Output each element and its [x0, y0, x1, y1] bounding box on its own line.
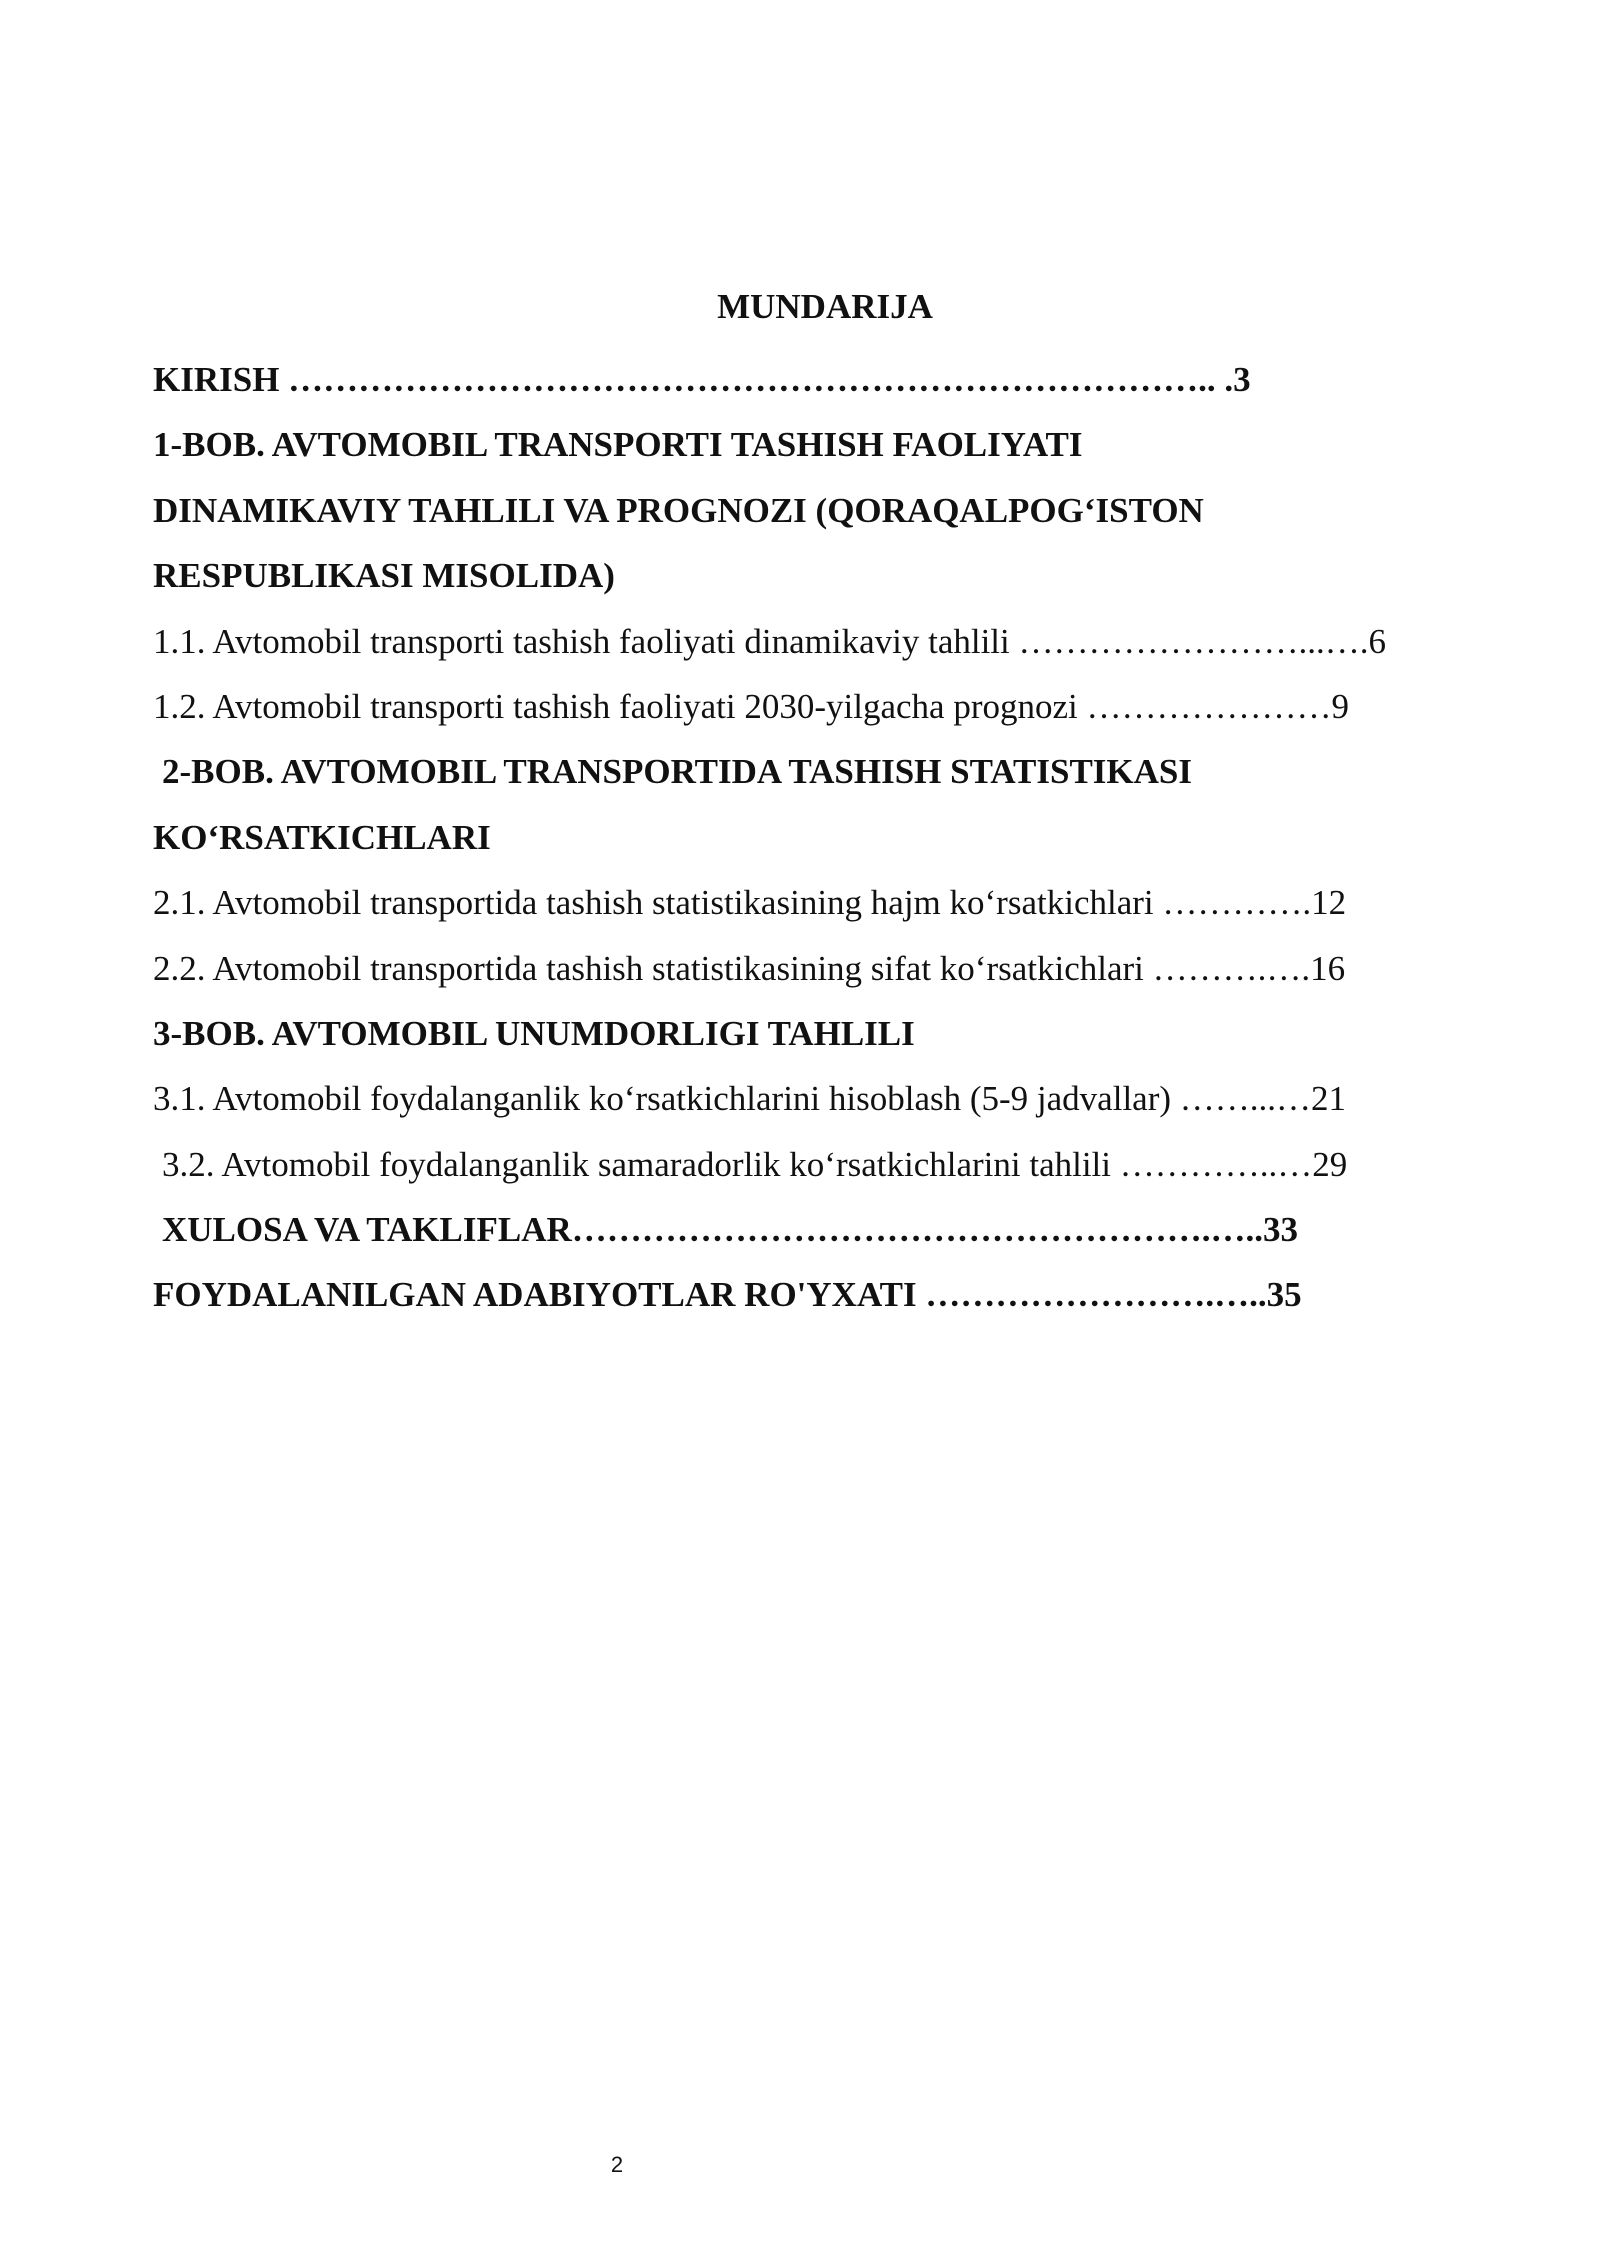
toc-entry-chapter-1-line-1: 1-BOB. AVTOMOBIL TRANSPORTI TASHISH FAOLIYATI — [153, 425, 1083, 465]
toc-entry-chapter-1-line-3: RESPUBLIKASI MISOLIDA) — [153, 556, 615, 596]
toc-entry-chapter-2-line-2: KO‘RSATKICHLARI — [153, 817, 491, 857]
table-of-contents — [153, 347, 1453, 1328]
toc-entry-section-3-1: 3.1. Avtomobil foydalanganlik ko‘rsatkichlarini hisoblash (5-9 jadvallar) ……...…21 — [153, 1079, 1347, 1119]
toc-entry-section-2-1: 2.1. Avtomobil transportida tashish statistikasining hajm ko‘rsatkichlari ………….12 — [153, 883, 1347, 923]
toc-entry-chapter-1-line-2: DINAMIKAVIY TAHLILI VA PROGNOZI (QORAQALPOG‘ISTON — [153, 490, 1204, 530]
toc-entry-section-3-2: 3.2. Avtomobil foydalanganlik samaradorlik ko‘rsatkichlarini tahlili …………..…29 — [162, 1144, 1348, 1184]
toc-entry-chapter-2-line-1: 2-BOB. AVTOMOBIL TRANSPORTIDA TASHISH STATISTIKASI — [162, 752, 1193, 792]
page-number: 2 — [610, 2152, 624, 2177]
toc-entry-references: FOYDALANILGAN ADABIYOTLAR RO'YXATI …………………….…..35 — [153, 1275, 1302, 1315]
toc-entry-conclusion: XULOSA VA TAKLIFLAR……………………………………………….…..33 — [162, 1210, 1299, 1250]
page-title: MUNDARIJA — [717, 287, 933, 326]
toc-entry-section-1-2: 1.2. Avtomobil transporti tashish faoliyati 2030-yilgacha prognozi …………………9 — [153, 686, 1349, 726]
toc-entry-section-1-1: 1.1. Avtomobil transporti tashish faoliyati dinamikaviy tahlili ……………………...….6 — [153, 621, 1386, 661]
toc-entry-section-2-2: 2.2. Avtomobil transportida tashish statistikasining sifat ko‘rsatkichlari ……….….16 — [153, 948, 1346, 988]
toc-entry-kirish: KIRISH …………………………………………………………………….. .3 — [153, 360, 1251, 399]
toc-entry-chapter-3: 3-BOB. AVTOMOBIL UNUMDORLIGI TAHLILI — [153, 1013, 915, 1053]
